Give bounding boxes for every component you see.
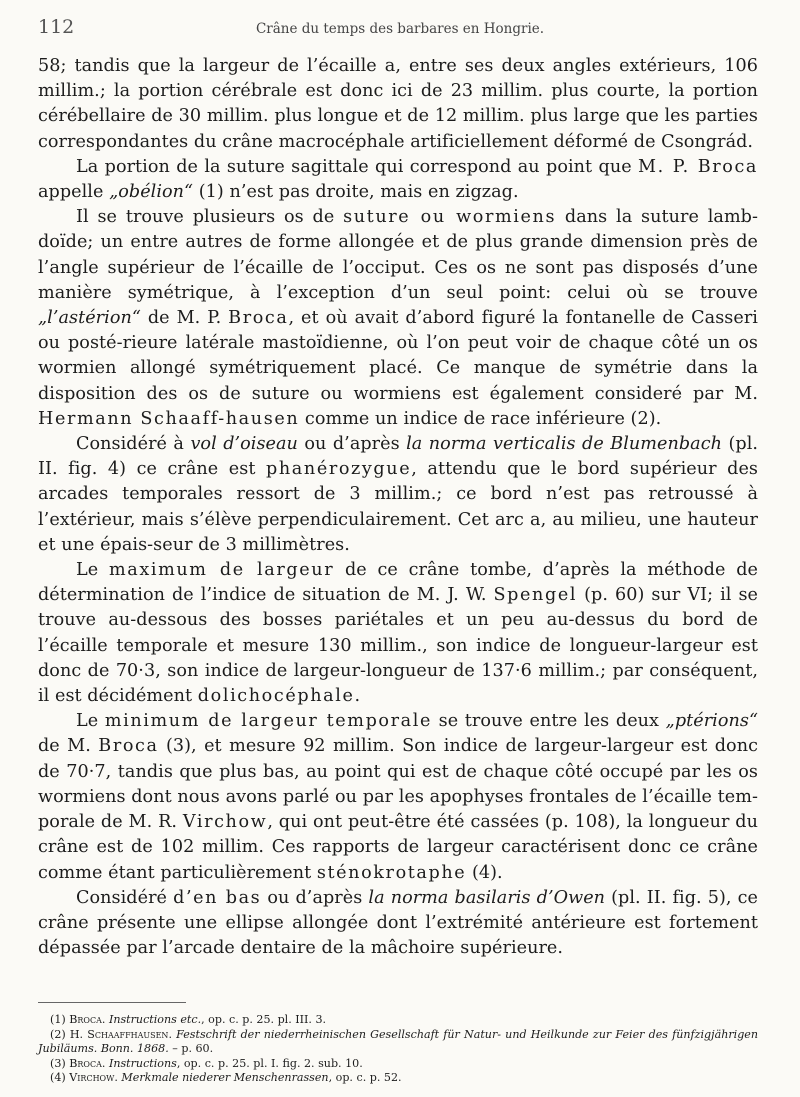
text-run: (3) [50, 1056, 70, 1070]
page-header [0, 10, 800, 40]
text-run: (1) n’est pas droite, mais en zigzag. [193, 182, 519, 203]
footnote [38, 1013, 758, 1028]
text-run: Il se trouve plusieurs os de [76, 207, 344, 228]
small-caps-run: Virchow [69, 1071, 115, 1085]
italic-run: vol d’oiseau [190, 434, 298, 455]
spaced-emphasis-run: maximum de largeur [108, 560, 335, 581]
running-title: Crâne du temps des barbares en Hongrie. [255, 21, 545, 37]
text-run: . [114, 1071, 122, 1085]
spaced-emphasis-run: Broca [228, 308, 289, 329]
text-run: ou d’après [261, 887, 369, 908]
small-caps-run: Broca [69, 1056, 102, 1070]
paragraph [38, 155, 758, 205]
text-run: . [101, 1013, 109, 1026]
footnote [38, 1028, 758, 1057]
footnotes [38, 1013, 758, 1086]
spaced-emphasis-run: d’en bas [173, 887, 262, 908]
text-run: , attendu que le bord supérieur des arcades temporales ressort de 3 millim.; ce bord n’est pas retroussé à l’extérieur, mais s’élève perpendiculairement. Cet arc a, au milieu, une hauteur et une épais-seur de 3 millimètres. [38, 459, 758, 555]
footnote [38, 1071, 758, 1086]
spaced-emphasis-run: dolichocéphale [197, 686, 355, 707]
spaced-emphasis-run: Virchow [182, 812, 268, 833]
spaced-emphasis-run: Spengel [493, 585, 578, 606]
italic-run: Instructions etc. [108, 1013, 202, 1026]
body-text [38, 54, 758, 961]
text-run: dans la suture lamb-doïde; un entre autres de forme allongée et de plus grande dimension près de l’angle supérieur de l’écaille de l’occiput. Ces os ne sont pas disposés d’une manière symétrique, à l’exception d’un seul point: celui où se trouve [38, 207, 758, 303]
text-run: appelle [38, 182, 110, 203]
spaced-emphasis-run: phanérozygue [266, 459, 412, 480]
small-caps-run: Schaaffhausen [87, 1027, 169, 1041]
text-run: de ce crâne tombe, d’après la méthode de détermination de l’indice de situation de M. J. W. [38, 560, 758, 606]
text-run: (pl. II. fig. 4) ce crâne est [38, 434, 759, 480]
text-run: , op. c. p. 25. pl. III. 3. [201, 1013, 327, 1026]
text-run: Considéré [76, 887, 174, 908]
text-run: (p. 60) sur VI; il se trouve au-dessous des bosses pariétales et un peu au-dessus du bord de l’écaille temporale et mesure 130 millim., son indice de longueur-largeur est donc de 70·3, son indice de largeur-longueur de 137·6 millim.; par conséquent, il est décidément [38, 585, 758, 707]
page-number: 112 [38, 16, 75, 38]
text-run: La portion de la suture sagittale qui correspond au point que [76, 156, 639, 177]
paragraph [38, 886, 758, 962]
italic-run: „l’astérion“ [38, 308, 141, 329]
text-run: de M. [38, 736, 99, 757]
spaced-emphasis-run: M. P. Broca [638, 156, 759, 177]
text-run: 58; tandis que la largeur de l’écaille a, entre ses deux angles extérieurs, 106 millim.; la portion cérébrale est donc ici de 23 millim. plus courte, la portion cérébellaire de 30 millim. plus longue et de 12 millim. plus large que les parties correspondantes du crâne macrocéphale artificiellement déformé de Csongrád. [38, 56, 758, 152]
italic-run: la norma verticalis de Blumenbach [406, 434, 723, 455]
italic-run: Instructions [108, 1056, 177, 1070]
text-run: , et où avait d’abord figuré la fontanelle de Casseri ou posté-rieure latérale mastoïdienne, où l’on peut voir de chaque côté un os wormien allongé symétriquement placé. Ce manque de symétrie dans la disposition des os de suture ou wormiens est également consideré par M. [38, 308, 758, 404]
paragraph [38, 432, 758, 558]
small-caps-run: Broca [69, 1013, 102, 1026]
text-run: comme un indice de race inférieure (2). [299, 408, 662, 429]
text-run: (4) [50, 1071, 70, 1085]
italic-run: la norma basilaris d’Owen [368, 887, 606, 908]
text-run: , op. c. p. 52. [328, 1071, 402, 1085]
text-run: . [101, 1056, 109, 1070]
text-run: se trouve entre les deux [431, 711, 666, 732]
text-run: – p. 60. [168, 1042, 214, 1056]
text-run: , qui ont peut-être été cassées (p. 108), la longueur du crâne est de 102 millim. Ces rapports de largeur caractérisent donc ce crâne comme étant particulièrement [38, 812, 758, 883]
text-run: (4). [466, 862, 503, 883]
footnote-rule [38, 1002, 186, 1003]
italic-run: „ptérions“ [665, 711, 758, 732]
paragraph [38, 709, 758, 885]
italic-run: Festschrift der niederrheinischen Gesellschaft für Natur- und Heilkunde zur Feier des fünfzigjährigen Jubiläums. Bonn. 1868. [38, 1027, 759, 1056]
text-run: (3), et mesure 92 millim. Son indice de largeur-largeur est donc de 70·7, tandis que plus bas, au point qui est de chaque côté occupé par les os wormiens dont nous avons parlé ou par les apophyses frontales de l’écaille tem-porale de M. R. [38, 736, 758, 833]
footnote [38, 1057, 758, 1072]
paragraph [38, 54, 758, 155]
text-run: ou d’après [297, 434, 407, 455]
text-run: (pl. II. fig. 5), ce crâne présente une ellipse allongée dont l’extrémité antérieure est fortement dépassée par l’arcade dentaire de la mâchoire supérieure. [38, 887, 758, 959]
text-run: Considéré à [76, 434, 191, 455]
spaced-emphasis-run: suture ou wormiens [343, 207, 557, 228]
text-run: . [354, 686, 361, 707]
spaced-emphasis-run: Broca [98, 736, 159, 757]
paragraph [38, 558, 758, 709]
text-run: (2) H. [50, 1027, 88, 1041]
text-run: Le [76, 711, 105, 732]
spaced-emphasis-run: sténokrotaphe [316, 862, 467, 883]
text-run: de M. P. [140, 308, 229, 329]
text-run: Le [76, 560, 109, 581]
paragraph [38, 205, 758, 432]
italic-run: „obélion“ [109, 182, 194, 203]
italic-run: Merkmale niederer Menschenrassen [121, 1071, 329, 1085]
spaced-emphasis-run: minimum de largeur temporale [104, 711, 432, 732]
text-run: , op. c. p. 25. pl. I. fig. 2. sub. 10. [176, 1056, 363, 1070]
spaced-emphasis-run: Hermann Schaaff-hausen [38, 408, 300, 429]
text-run: . [168, 1027, 177, 1041]
text-run: (1) [50, 1013, 70, 1026]
